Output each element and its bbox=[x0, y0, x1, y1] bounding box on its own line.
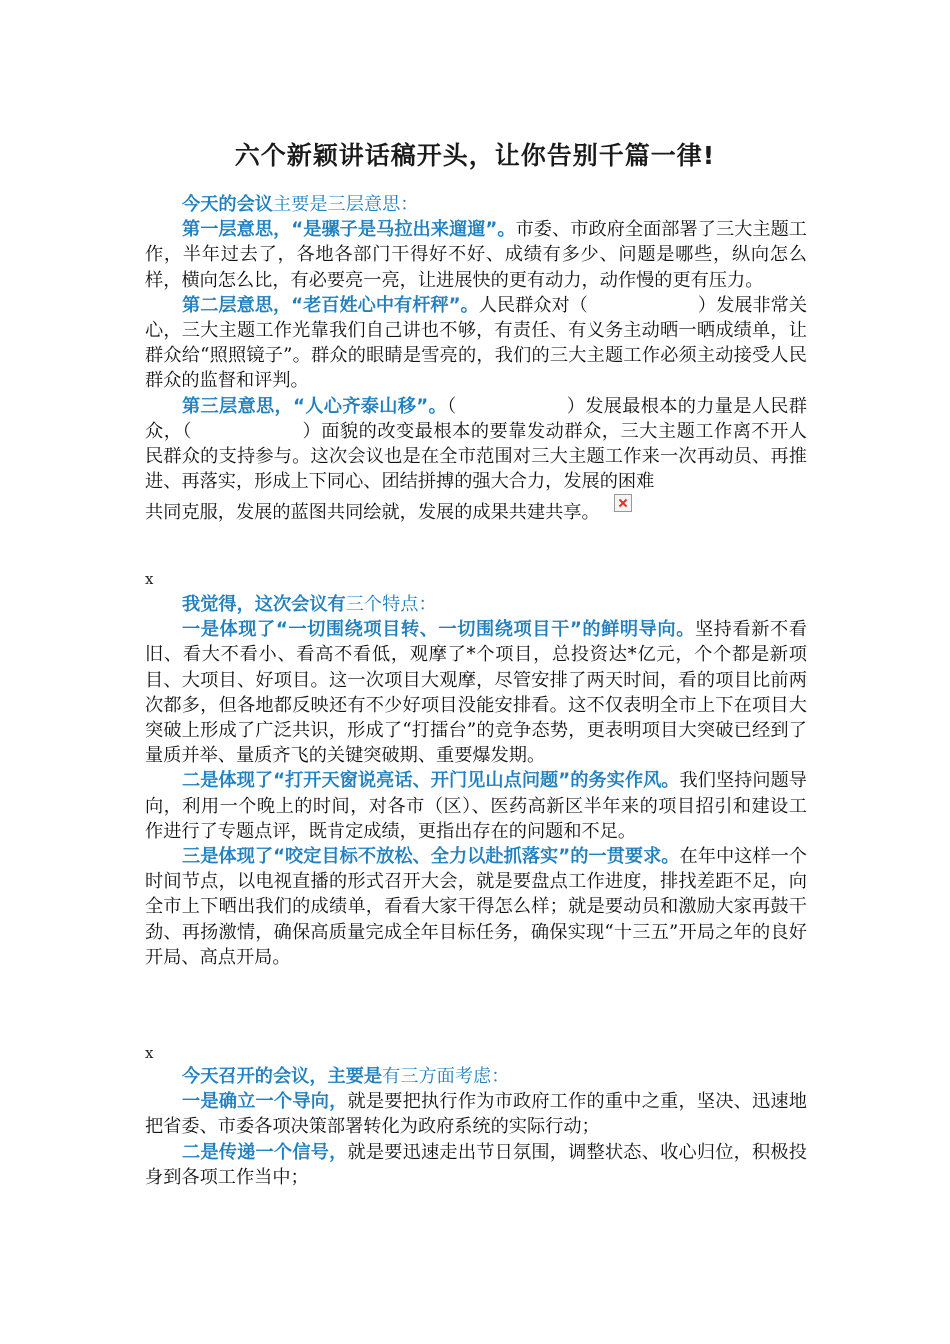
paragraph-feature-one bbox=[145, 617, 807, 768]
paragraph-heading: 三是体现了“咬定目标不放松、全力以赴抓落实”的一贯要求。 bbox=[182, 846, 680, 868]
paragraph-body: 共同克服，发展的蓝图共同绘就，发展的成果共建共享。 bbox=[145, 502, 600, 524]
paragraph-feature-two bbox=[145, 768, 807, 844]
paragraph-heading: 二是传递一个信号， bbox=[182, 1141, 348, 1163]
intro-text: 三个特点： bbox=[345, 594, 437, 615]
paragraph-continuation bbox=[145, 494, 807, 525]
paragraph-body: 就是要把执行作为市政府工作的重中之重，坚决、迅速地把省委、市委各项决策部署转化为政府系统的实际行动； bbox=[145, 1091, 807, 1138]
paragraph-consideration-two bbox=[145, 1140, 807, 1190]
paragraph-heading: 第三层意思，“人心齐泰山移”。 bbox=[182, 395, 448, 417]
paragraph-body: 我们坚持问题导向，利用一个晚上的时间，对各市（区）、医药高新区半年来的项目招引和建设工作进行了专题点评，既肯定成绩，更指出存在的问题和不足。 bbox=[145, 770, 807, 842]
section3-intro bbox=[145, 1064, 807, 1089]
document-title: 六个新颖讲话稿开头，让你告别千篇一律! bbox=[234, 141, 716, 170]
intro-text: 主要是三层意思： bbox=[272, 194, 419, 215]
paragraph-feature-three bbox=[145, 844, 807, 970]
paragraph-first-meaning bbox=[145, 217, 807, 293]
intro-text: 有三方面考虑： bbox=[382, 1066, 510, 1087]
paragraph-body: ）发展最根本的力量是人民群众，（ bbox=[145, 395, 807, 442]
paragraph-body: 坚持看新不看旧、看大不看小、看高不看低，观摩了*个项目，总投资达*亿元，个个都是新项目、大项目、好项目。这一次项目大观摩，尽管安排了两天时间，看的项目比前两次都多，但各地都反映还有不少好项目没能安排看。这不仅表明全市上下在项目大突破上形成了广泛共识，形成了“打擂台”的竞争态势，更表明项目大突破已经到了量质并举、量质齐飞的关键突破期、重要爆发期。 bbox=[145, 619, 807, 767]
section-three-considerations bbox=[145, 1064, 807, 1190]
section-three-meanings bbox=[145, 192, 807, 526]
intro-highlight: 今天的会议 bbox=[182, 194, 273, 215]
paragraph-consideration-one bbox=[145, 1089, 807, 1139]
paragraph-second-meaning bbox=[145, 293, 807, 394]
separator-marker: x bbox=[145, 570, 154, 588]
paragraph-body: ）面貌的改变最根本的要靠发动群众，三大主题工作离不开人民群众的支持参与。这次会议也是在全市范围对三大主题工作来一次再动员、再推进、再落实，形成上下同心、团结拼搏的强大合力，发展的困难 bbox=[145, 420, 807, 493]
section2-intro bbox=[145, 592, 807, 617]
paragraph-third-meaning bbox=[145, 394, 807, 495]
paragraph-body: 在年中这样一个时间节点，以电视直播的形式召开大会，就是要盘点工作进度，排找差距不足，向全市上下晒出我们的成绩单，看看大家干得怎么样；就是要动员和激励大家再鼓干劲、再扬激情，确保高质量完成全年目标任务，确保实现“十三五”开局之年的良好开局、高点开局。 bbox=[145, 846, 807, 968]
paragraph-body: 市委、市政府全面部署了三大主题工作，半年过去了，各地各部门干得好不好、成绩有多少、问题是哪些，纵向怎么样，横向怎么比，有必要亮一亮，让进展快的更有动力，动作慢的更有压力。 bbox=[145, 219, 807, 291]
paragraph-body: ）发展非常关心，三大主题工作光靠我们自己讲也不够，有责任、有义务主动晒一晒成绩单，让群众给“照照镜子”。群众的眼睛是雪亮的，我们的三大主题工作必须主动接受人民群众的监督和评判。 bbox=[145, 294, 808, 392]
section1-intro bbox=[145, 192, 807, 217]
paragraph-body: （ bbox=[447, 395, 457, 417]
broken-image-icon bbox=[614, 494, 632, 512]
section-three-features bbox=[145, 592, 807, 970]
separator-marker: x bbox=[145, 1044, 154, 1062]
paragraph-heading: 第二层意思，“老百姓心中有杆秤”。 bbox=[182, 294, 479, 316]
paragraph-heading: 一是确立一个导向， bbox=[182, 1091, 348, 1113]
intro-highlight: 我觉得，这次会议有 bbox=[182, 594, 346, 615]
intro-highlight: 今天召开的会议，主要是 bbox=[182, 1066, 383, 1087]
paragraph-heading: 一是体现了“一切围绕项目转、一切围绕项目干”的鲜明导向。 bbox=[182, 619, 695, 641]
paragraph-body: 就是要迅速走出节日氛围，调整状态、收心归位，积极投身到各项工作当中； bbox=[145, 1141, 807, 1188]
paragraph-body: 人民群众对（ bbox=[478, 294, 588, 316]
paragraph-heading: 第一层意思，“是骡子是马拉出来遛遛”。 bbox=[182, 219, 516, 241]
paragraph-heading: 二是体现了“打开天窗说亮话、开门见山点问题”的务实作风。 bbox=[182, 770, 680, 792]
